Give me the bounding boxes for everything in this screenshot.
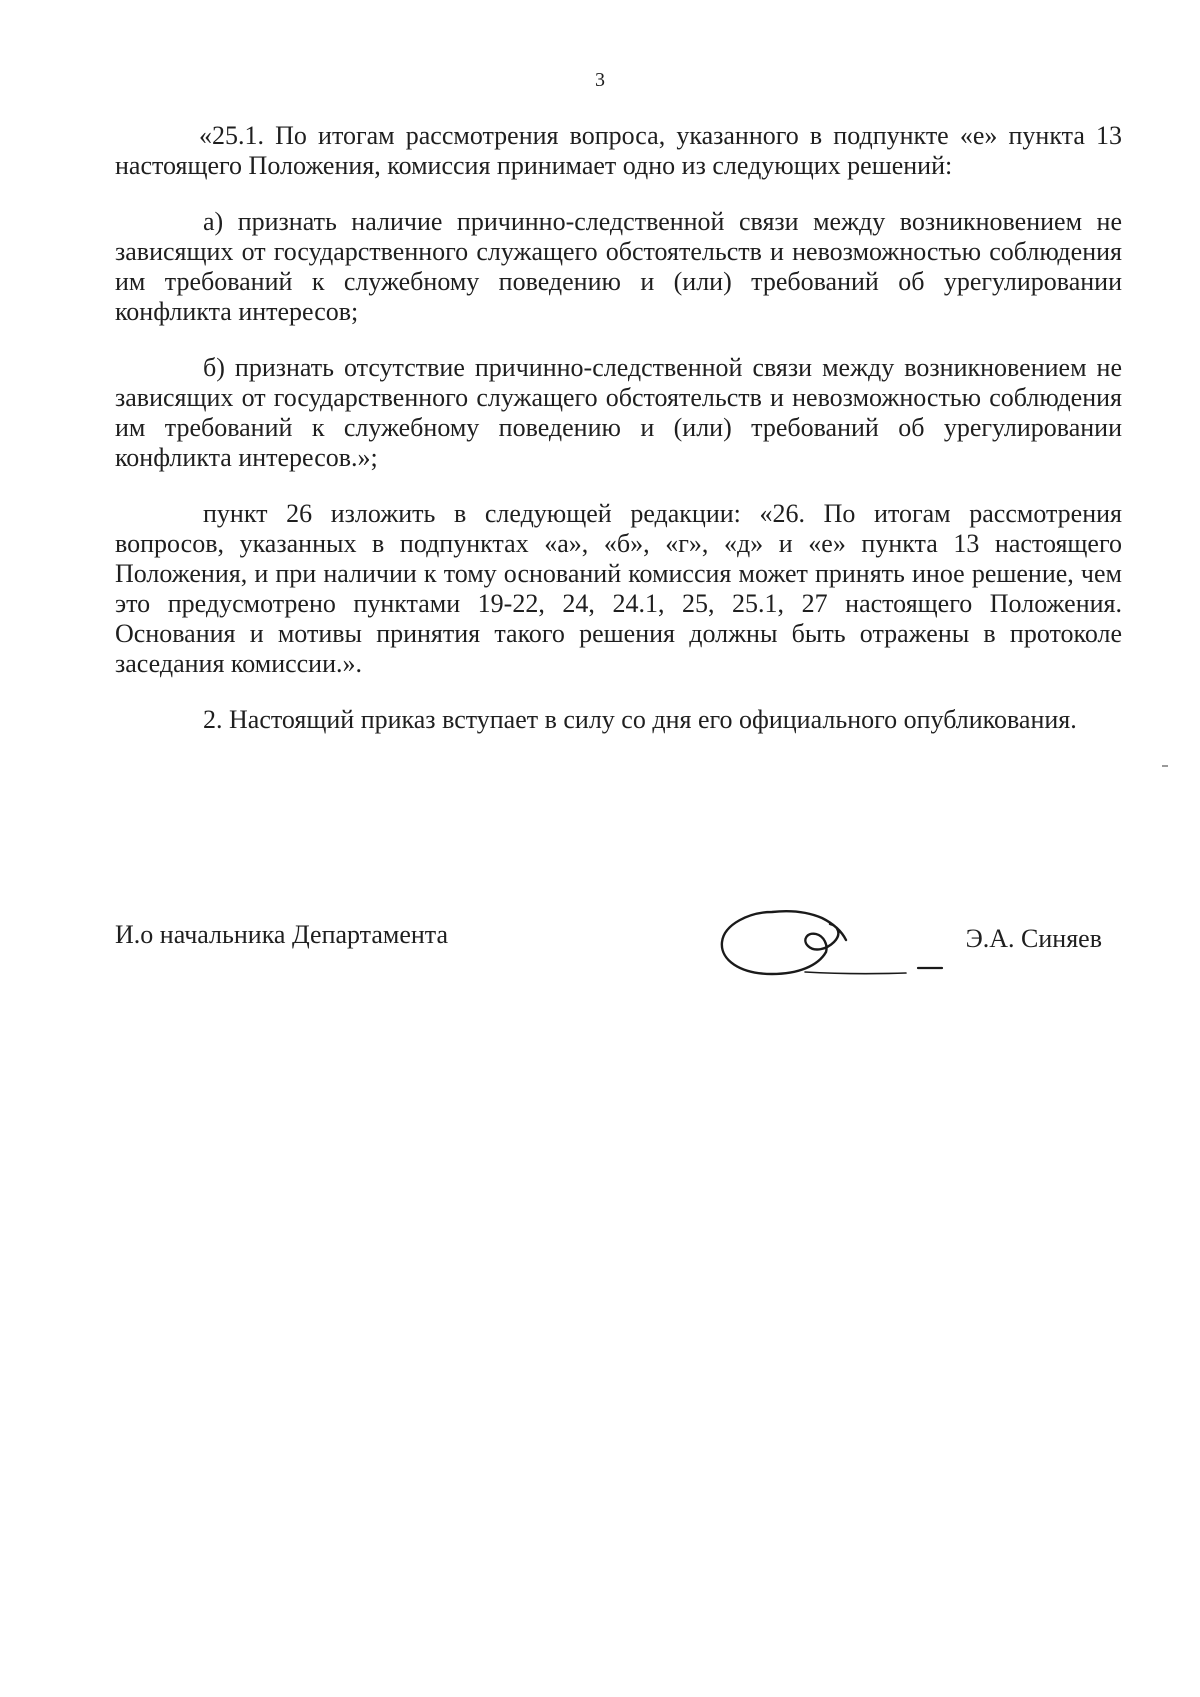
paragraph-option-b: б) признать отсутствие причинно-следственной связи между возникновением не зависящих от государственного служащего обстоятельств и невозможностью соблюдения им требований к служебному поведению и (или) требований об урегулировании конфликта интересов.»; bbox=[115, 353, 1122, 472]
signer-name: Э.А. Синяев bbox=[965, 924, 1102, 953]
document-body bbox=[115, 121, 1122, 761]
paragraph-item-26: пункт 26 изложить в следующей редакции: «26. По итогам рассмотрения вопросов, указанных в подпунктах «а», «б», «г», «д» и «е» пункта 13 настоящего Положения, и при наличии к тому оснований комиссия может принять иное решение, чем это предусмотрено пунктами 19-22, 24, 24.1, 25, 25.1, 27 настоящего Положения. Основания и мотивы принятия такого решения должны быть отражены в протоколе заседания комиссии.». bbox=[115, 499, 1122, 678]
paragraph-option-a: а) признать наличие причинно-следственной связи между возникновением не зависящих от государственного служащего обстоятельств и невозможностью соблюдения им требований к служебному поведению и (или) требований об урегулировании конфликта интересов; bbox=[115, 207, 1122, 326]
signer-position: И.о начальника Департамента bbox=[115, 920, 449, 949]
signature-block bbox=[115, 890, 1122, 980]
page-number: 3 bbox=[595, 69, 605, 91]
paragraph-25-1: «25.1. По итогам рассмотрения вопроса, указанного в подпункте «е» пункта 13 настоящего Положения, комиссия принимает одно из следующих решений: bbox=[115, 121, 1122, 180]
scan-artifact bbox=[1162, 765, 1168, 767]
paragraph-effective-date: 2. Настоящий приказ вступает в силу со дня его официального опубликования. bbox=[203, 705, 1077, 734]
handwritten-signature bbox=[710, 890, 950, 980]
